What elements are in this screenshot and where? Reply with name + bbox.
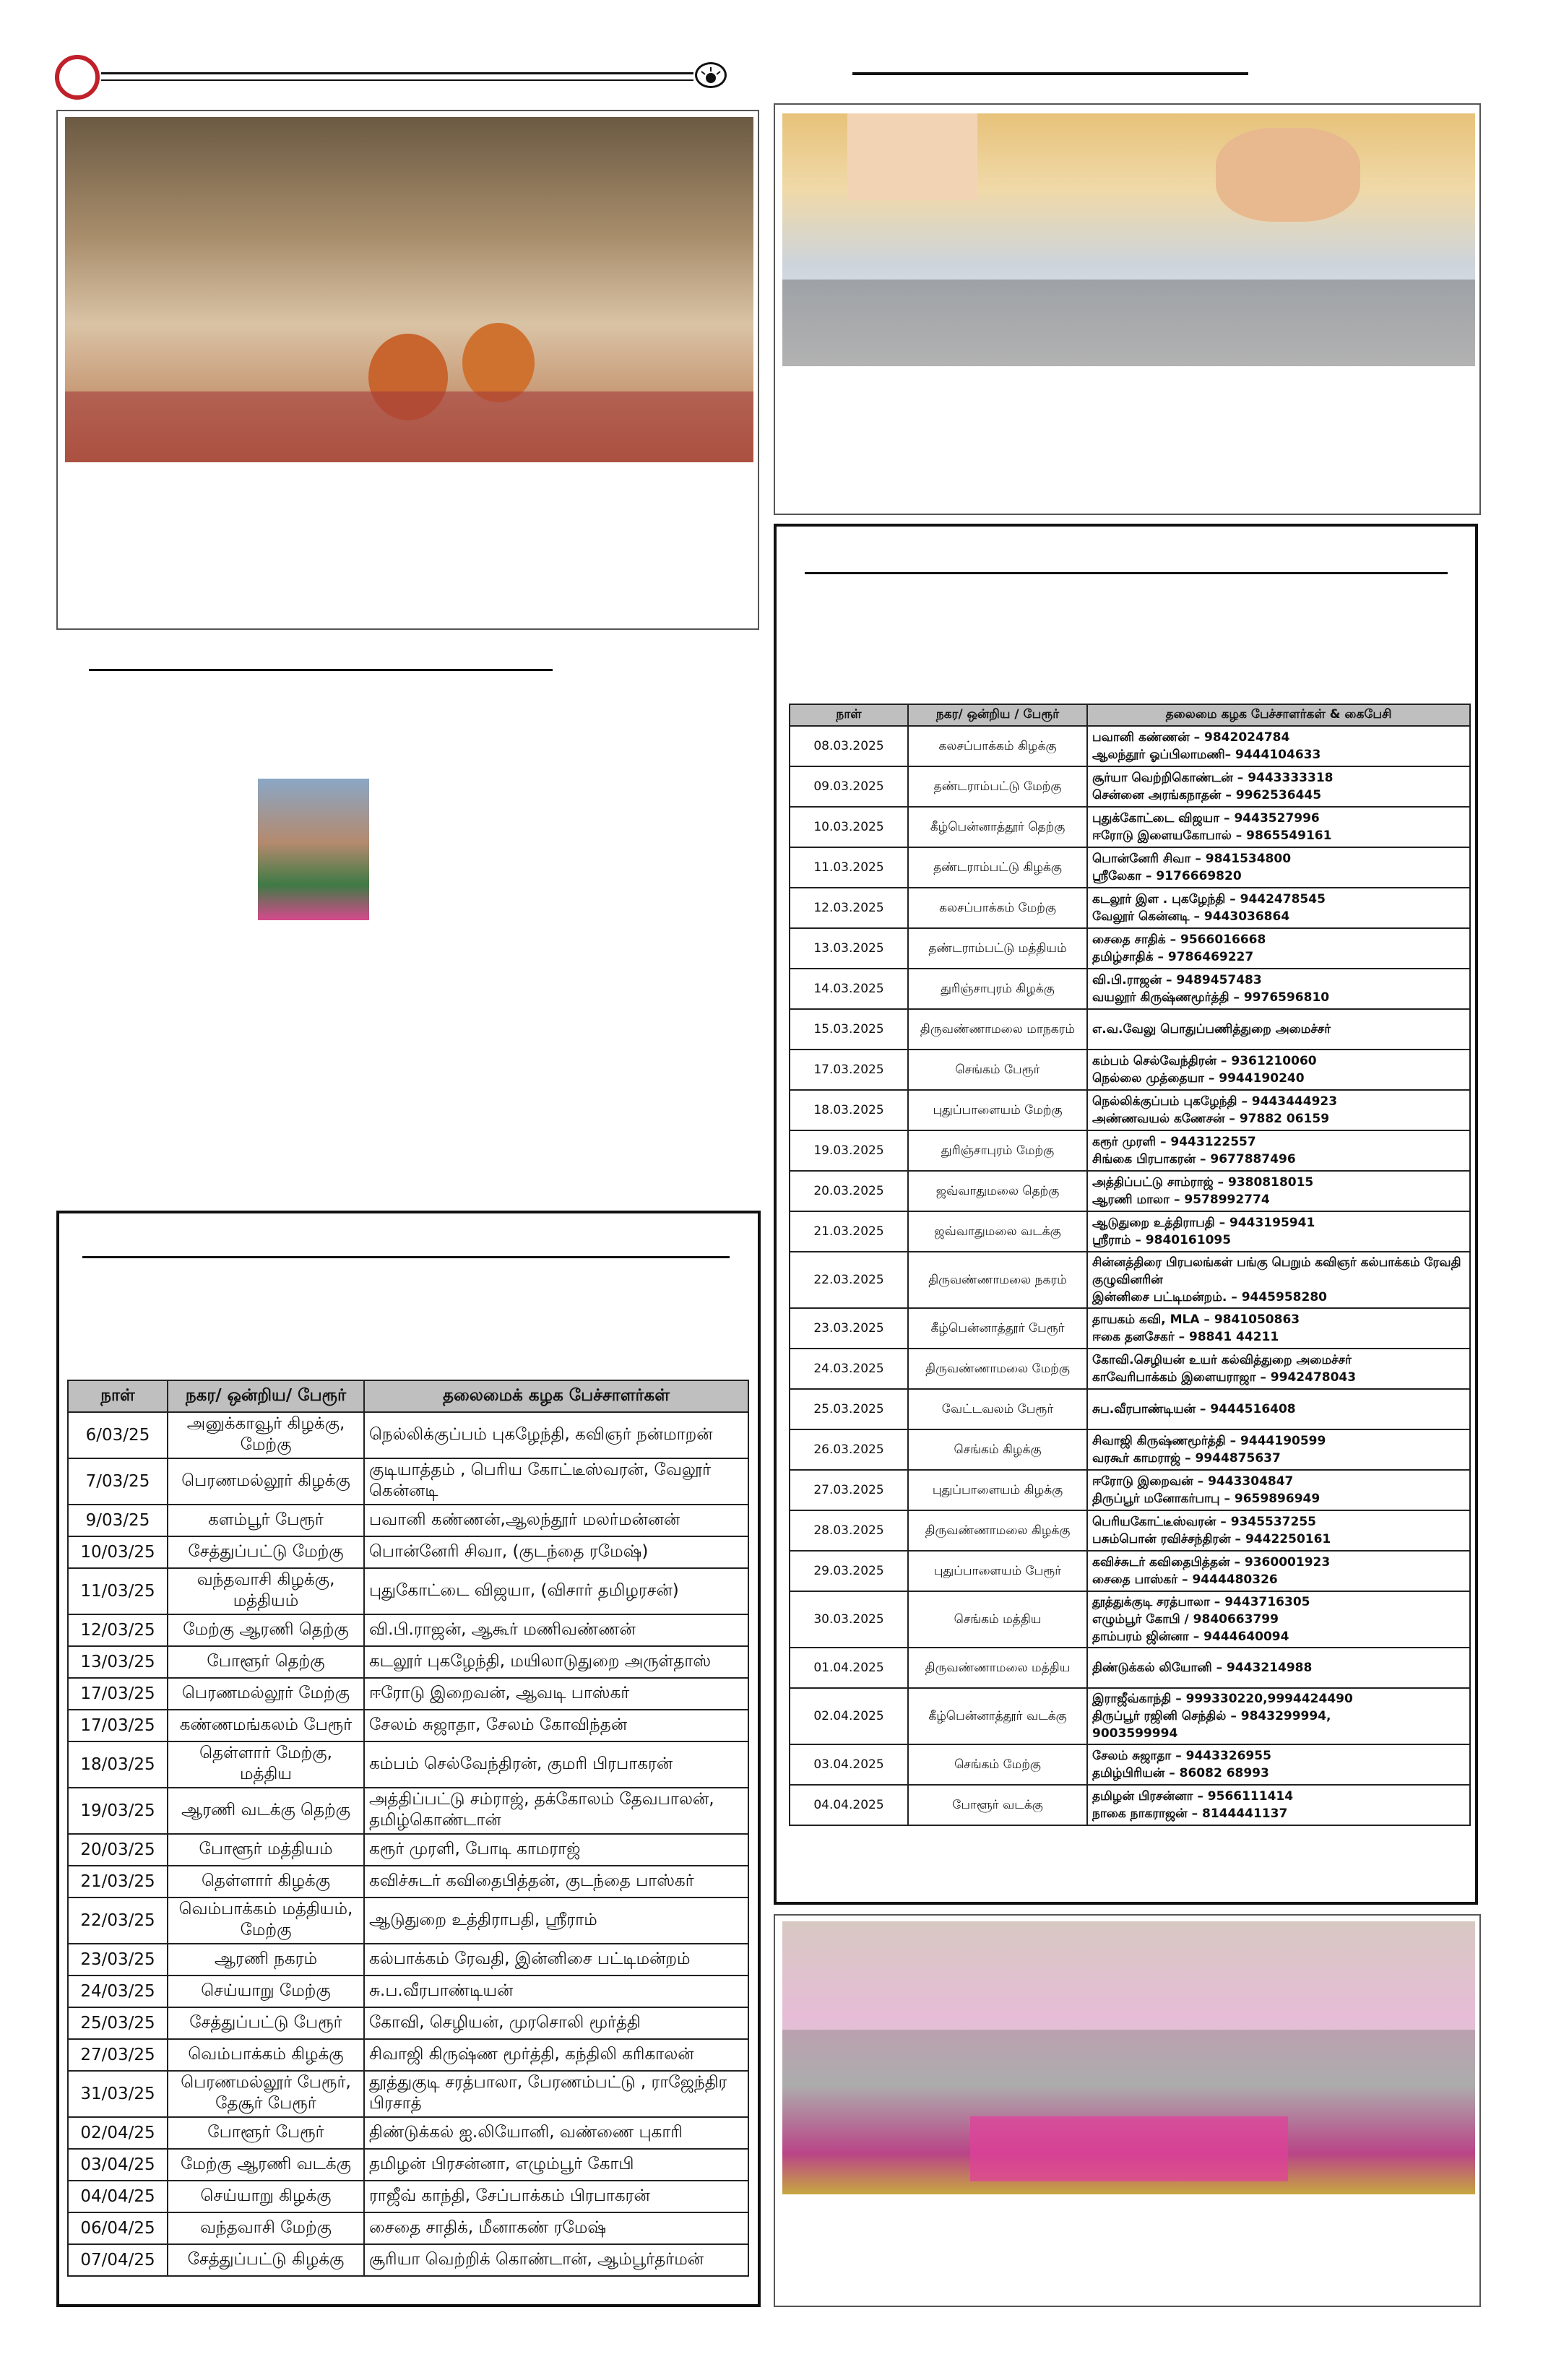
cell-area: வெம்பாக்கம் மத்தியம், மேற்கு	[168, 1897, 364, 1944]
header-area: நகர/ ஒன்றிய/ பேரூர்	[168, 1380, 364, 1412]
cell-speakers: சிவாஜி கிருஷ்ண மூர்த்தி, கந்திலி கரிகாலன்	[364, 2039, 748, 2071]
cell-speakers: தூத்துகுடி சரத்பாலா, பேரணம்பட்டு , ராஜேந்திர பிரசாத்	[364, 2071, 748, 2117]
cell-date: 29.03.2025	[790, 1551, 908, 1591]
cell-date: 17/03/25	[68, 1678, 168, 1710]
masthead-rule	[101, 72, 693, 74]
cell-area: வந்தவாசி கிழக்கு, மத்தியம்	[168, 1568, 364, 1614]
cell-date: 09.03.2025	[790, 766, 908, 807]
cell-area: கீழ்பென்னாத்தூர் பேரூர்	[908, 1308, 1087, 1349]
cell-date: 6/03/25	[68, 1412, 168, 1458]
table-row	[68, 2007, 748, 2039]
cell-date: 26.03.2025	[790, 1429, 908, 1470]
table-row	[68, 2149, 748, 2181]
left-schedule-table	[67, 1380, 749, 2277]
cell-speakers: ஆடுதுறை உத்திராபதி, ஸ்ரீராம்	[364, 1897, 748, 1944]
cell-area: தண்டராம்பட்டு மத்தியம்	[908, 928, 1087, 969]
cell-speakers: சைதை சாதிக் – 9566016668 தமிழ்சாதிக் – 9786469227	[1087, 928, 1470, 969]
cell-date: 22.03.2025	[790, 1252, 908, 1308]
table-row	[790, 1308, 1470, 1349]
cell-date: 9/03/25	[68, 1505, 168, 1536]
table-row	[790, 1050, 1470, 1090]
cell-area: துரிஞ்சாபுரம் மேற்கு	[908, 1130, 1087, 1171]
table-row	[68, 1646, 748, 1678]
cell-date: 13.03.2025	[790, 928, 908, 969]
cell-date: 30.03.2025	[790, 1591, 908, 1648]
cell-area: சேத்துப்பட்டு கிழக்கு	[168, 2244, 364, 2276]
cell-area: பெரணமல்லூர் பேரூர், தேசூர் பேரூர்	[168, 2071, 364, 2117]
cell-date: 31/03/25	[68, 2071, 168, 2117]
cell-area: புதுப்பாளையம் பேரூர்	[908, 1551, 1087, 1591]
cell-date: 25/03/25	[68, 2007, 168, 2039]
cell-area: திருவண்ணாமலை மத்திய	[908, 1648, 1087, 1688]
table-row	[790, 726, 1470, 766]
table-row	[68, 2117, 748, 2149]
cell-date: 04/04/25	[68, 2181, 168, 2212]
cell-date: 20.03.2025	[790, 1171, 908, 1211]
cell-speakers: சூரியா வெற்றிக் கொண்டான், ஆம்பூர்தர்மன்	[364, 2244, 748, 2276]
table-row	[68, 1866, 748, 1897]
cell-date: 03.04.2025	[790, 1744, 908, 1785]
cell-date: 11/03/25	[68, 1568, 168, 1614]
cell-speakers: கோவி.செழியன் உயர் கல்வித்துறை அமைச்சர் காவேரிபாக்கம் இளையராஜா – 9942478043	[1087, 1349, 1470, 1389]
table-row	[790, 766, 1470, 807]
header-area: நகர/ ஒன்றிய / பேரூர்	[908, 704, 1087, 726]
table-row	[68, 2212, 748, 2244]
cell-speakers: கடலூர் இள . புகழேந்தி – 9442478545 வேலூர் கென்னடி – 9443036864	[1087, 888, 1470, 928]
cell-date: 24.03.2025	[790, 1349, 908, 1389]
table-row	[790, 969, 1470, 1009]
cell-date: 12.03.2025	[790, 888, 908, 928]
left-schedule-title-rule	[82, 1256, 730, 1258]
cell-speakers: சுப.வீரபாண்டியன் – 9444516408	[1087, 1389, 1470, 1429]
photo-portrait-woman	[258, 779, 369, 920]
cell-date: 14.03.2025	[790, 969, 908, 1009]
cell-speakers: ஈரோடு இறைவன், ஆவடி பாஸ்கர்	[364, 1678, 748, 1710]
header-speakers: தலைமைக் கழக பேச்சாளர்கள்	[364, 1380, 748, 1412]
cell-area: களம்பூர் பேரூர்	[168, 1505, 364, 1536]
cell-area: கலசப்பாக்கம் கிழக்கு	[908, 726, 1087, 766]
cell-area: கலசப்பாக்கம் மேற்கு	[908, 888, 1087, 928]
cell-speakers: கம்பம் செல்வேந்திரன், குமரி பிரபாகரன்	[364, 1741, 748, 1788]
cell-speakers: கவிச்சுடர் கவிதைபித்தன், குடந்தை பாஸ்கர்	[364, 1866, 748, 1897]
cell-speakers: இராஜீவ்காந்தி – 999330220,9994424490 திருப்பூர் ரஜினி செந்தில் – 9843299994, 9003599994	[1087, 1688, 1470, 1744]
right-schedule-table	[789, 704, 1471, 1826]
cell-date: 7/03/25	[68, 1458, 168, 1505]
table-row	[68, 2071, 748, 2117]
photo-box-award-event	[774, 1914, 1481, 2307]
cell-area: செங்கம் மேற்கு	[908, 1744, 1087, 1785]
cell-date: 27/03/25	[68, 2039, 168, 2071]
cell-date: 20/03/25	[68, 1834, 168, 1866]
cell-area: பெரணமல்லூர் கிழக்கு	[168, 1458, 364, 1505]
cell-area: சேத்துப்பட்டு பேரூர்	[168, 2007, 364, 2039]
cell-speakers: புதுக்கோட்டை விஜயா – 9443527996 ஈரோடு இளையகோபால் – 9865549161	[1087, 807, 1470, 847]
cell-speakers: சைதை சாதிக், மீனாகண் ரமேஷ்	[364, 2212, 748, 2244]
cell-area: தண்டராம்பட்டு மேற்கு	[908, 766, 1087, 807]
cell-area: செங்கம் பேரூர்	[908, 1050, 1087, 1090]
cell-area: அனுக்காவூர் கிழக்கு, மேற்கு	[168, 1412, 364, 1458]
table-row	[68, 1897, 748, 1944]
cell-speakers: கரூர் முரளி, போடி காமராஜ்	[364, 1834, 748, 1866]
table-row	[790, 1648, 1470, 1688]
cell-area: போளூர் வடக்கு	[908, 1785, 1087, 1825]
table-row	[790, 1211, 1470, 1252]
cell-speakers: அத்திப்பட்டு சாம்ராஜ் – 9380818015 ஆரணி மாலா – 9578992774	[1087, 1171, 1470, 1211]
cell-date: 21/03/25	[68, 1866, 168, 1897]
table-row	[68, 1944, 748, 1976]
table-row	[68, 2244, 748, 2276]
cell-date: 22/03/25	[68, 1897, 168, 1944]
cell-date: 25.03.2025	[790, 1389, 908, 1429]
right-schedule-title-rule	[805, 572, 1448, 574]
cell-area: ஆரணி வடக்கு தெற்கு	[168, 1788, 364, 1834]
table-row	[68, 1710, 748, 1741]
table-header-row	[790, 704, 1470, 726]
cell-speakers: நெல்லிக்குப்பம் புகழேந்தி, கவிஞர் நன்மாறன்	[364, 1412, 748, 1458]
cell-speakers: கோவி, செழியன், முரசொலி மூர்த்தி	[364, 2007, 748, 2039]
table-row	[790, 1510, 1470, 1551]
cell-area: போளூர் தெற்கு	[168, 1646, 364, 1678]
table-row	[790, 1785, 1470, 1825]
photo-water-distribution	[65, 117, 753, 462]
cell-date: 06/04/25	[68, 2212, 168, 2244]
cell-area: கீழ்பென்னாத்தூர் வடக்கு	[908, 1688, 1087, 1744]
cell-speakers: ராஜீவ் காந்தி, சேப்பாக்கம் பிரபாகரன்	[364, 2181, 748, 2212]
obituary-rule	[89, 669, 553, 671]
cell-area: கீழ்பென்னாத்தூர் தெற்கு	[908, 807, 1087, 847]
cell-speakers: பவானி கண்ணன் – 9842024784 ஆலந்தூர் ஓப்பிலாமணி– 9444104633	[1087, 726, 1470, 766]
cell-speakers: பொன்னேரி சிவா – 9841534800 ஸ்ரீலேகா – 9176669820	[1087, 847, 1470, 888]
cell-area: துரிஞ்சாபுரம் கிழக்கு	[908, 969, 1087, 1009]
cell-area: மேற்கு ஆரணி தெற்கு	[168, 1614, 364, 1646]
table-row	[68, 1741, 748, 1788]
cell-area: சேத்துப்பட்டு மேற்கு	[168, 1536, 364, 1568]
cell-date: 04.04.2025	[790, 1785, 908, 1825]
header-date: நாள்	[68, 1380, 168, 1412]
cell-speakers: கல்பாக்கம் ரேவதி, இன்னிசை பட்டிமன்றம்	[364, 1944, 748, 1976]
cell-date: 23.03.2025	[790, 1308, 908, 1349]
cell-area: ஜவ்வாதுமலை வடக்கு	[908, 1211, 1087, 1252]
cell-speakers: சிவாஜி கிருஷ்ணமூர்த்தி – 9444190599 வரகூர் காமராஜ் – 9944875637	[1087, 1429, 1470, 1470]
cell-area: புதுப்பாளையம் கிழக்கு	[908, 1470, 1087, 1510]
table-row	[68, 1788, 748, 1834]
table-row	[68, 2039, 748, 2071]
cell-area: தெள்ளார் மேற்கு, மத்திய	[168, 1741, 364, 1788]
table-row	[790, 1349, 1470, 1389]
cell-date: 13/03/25	[68, 1646, 168, 1678]
cell-date: 10/03/25	[68, 1536, 168, 1568]
table-row	[68, 1834, 748, 1866]
cell-speakers: தாயகம் கவி, MLA – 9841050863 ஈகை தனசேகர் – 98841 44211	[1087, 1308, 1470, 1349]
cell-area: செங்கம் கிழக்கு	[908, 1429, 1087, 1470]
table-header-row	[68, 1380, 748, 1412]
cell-area: தெள்ளார் கிழக்கு	[168, 1866, 364, 1897]
cell-speakers: கரூர் முரளி – 9443122557 சிங்கை பிரபாகரன் – 9677887496	[1087, 1130, 1470, 1171]
table-row	[68, 1536, 748, 1568]
cell-date: 01.04.2025	[790, 1648, 908, 1688]
cell-area: திருவண்ணாமலை மாநகரம்	[908, 1009, 1087, 1050]
cell-date: 11.03.2025	[790, 847, 908, 888]
cell-speakers: பெரியகோட்டீஸ்வரன் – 9345537255 பசும்பொன் ரவிச்சந்திரன் – 9442250161	[1087, 1510, 1470, 1551]
cell-area: திருவண்ணாமலை கிழக்கு	[908, 1510, 1087, 1551]
cell-speakers: தூத்துக்குடி சரத்பாலா – 9443716305 எழும்பூர் கோபி / 9840663799 தாம்பரம் ஜின்னா – 9444640094	[1087, 1591, 1470, 1648]
cell-area: தண்டராம்பட்டு கிழக்கு	[908, 847, 1087, 888]
table-row	[790, 888, 1470, 928]
photo-box-water-distribution	[56, 110, 759, 630]
cell-area: செய்யாறு மேற்கு	[168, 1976, 364, 2007]
cell-speakers: புதுகோட்டை விஜயா, (விசார் தமிழரசன்)	[364, 1568, 748, 1614]
cell-date: 19/03/25	[68, 1788, 168, 1834]
cell-speakers: கடலூர் புகழேந்தி, மயிலாடுதுறை அருள்தாஸ்	[364, 1646, 748, 1678]
table-row	[790, 1744, 1470, 1785]
table-row	[68, 1976, 748, 2007]
table-row	[790, 1591, 1470, 1648]
cell-speakers: பவானி கண்ணன்,ஆலந்தூர் மலர்மன்னன்	[364, 1505, 748, 1536]
cell-speakers: குடியாத்தம் , பெரிய கோட்டீஸ்வரன், வேலூர் கென்னடி	[364, 1458, 748, 1505]
cell-speakers: திண்டுக்கல் ஐ.லியோனி, வண்ணை புகாரி	[364, 2117, 748, 2149]
cell-area: புதுப்பாளையம் மேற்கு	[908, 1090, 1087, 1130]
cell-speakers: வி.பி.ராஜன், ஆகூர் மணிவண்ணன்	[364, 1614, 748, 1646]
table-row	[790, 1009, 1470, 1050]
cell-date: 23/03/25	[68, 1944, 168, 1976]
header-speakers: தலைமை கழக பேச்சாளர்கள் & கைபேசி	[1087, 704, 1470, 726]
cell-speakers: கவிச்சுடர் கவிதைபித்தன் – 9360001923 சைதை பாஸ்கர் – 9444480326	[1087, 1551, 1470, 1591]
right-header-rule	[852, 72, 1248, 75]
cell-date: 03/04/25	[68, 2149, 168, 2181]
table-row	[790, 1688, 1470, 1744]
cell-speakers: சேலம் சுஜாதா, சேலம் கோவிந்தன்	[364, 1710, 748, 1741]
table-row	[790, 1470, 1470, 1510]
cell-area: வெம்பாக்கம் கிழக்கு	[168, 2039, 364, 2071]
cell-speakers: சேலம் சுஜாதா – 9443326955 தமிழ்பிரியன் – 86082 68993	[1087, 1744, 1470, 1785]
cell-speakers: தமிழன் பிரசன்னா, எழும்பூர் கோபி	[364, 2149, 748, 2181]
cell-speakers: எ.வ.வேலு பொதுப்பணித்துறை அமைச்சர்	[1087, 1009, 1470, 1050]
cell-date: 18/03/25	[68, 1741, 168, 1788]
cell-area: போளூர் பேரூர்	[168, 2117, 364, 2149]
cell-date: 12/03/25	[68, 1614, 168, 1646]
masthead-rule-2	[101, 79, 693, 81]
cell-date: 17.03.2025	[790, 1050, 908, 1090]
cell-date: 07/04/25	[68, 2244, 168, 2276]
cell-area: பெரணமல்லூர் மேற்கு	[168, 1678, 364, 1710]
photo-meeting-stage	[782, 113, 1475, 366]
cell-date: 18.03.2025	[790, 1090, 908, 1130]
masthead-circle-icon	[55, 55, 100, 100]
cell-date: 24/03/25	[68, 1976, 168, 2007]
cell-date: 02.04.2025	[790, 1688, 908, 1744]
cell-area: ஜவ்வாதுமலை தெற்கு	[908, 1171, 1087, 1211]
cell-speakers: பொன்னேரி சிவா, (குடந்தை ரமேஷ்)	[364, 1536, 748, 1568]
cell-date: 21.03.2025	[790, 1211, 908, 1252]
table-row	[790, 1130, 1470, 1171]
cell-area: செய்யாறு கிழக்கு	[168, 2181, 364, 2212]
table-row	[790, 1389, 1470, 1429]
cell-date: 02/04/25	[68, 2117, 168, 2149]
cell-date: 17/03/25	[68, 1710, 168, 1741]
table-row	[68, 1568, 748, 1614]
cell-speakers: நெல்லிக்குப்பம் புகழேந்தி – 9443444923 அண்ணவயல் கணேசன் – 97882 06159	[1087, 1090, 1470, 1130]
table-row	[790, 928, 1470, 969]
cell-speakers: வி.பி.ராஜன் – 9489457483 வயலூர் கிருஷ்ணமூர்த்தி – 9976596810	[1087, 969, 1470, 1009]
cell-date: 15.03.2025	[790, 1009, 908, 1050]
cell-speakers: சு.ப.வீரபாண்டியன்	[364, 1976, 748, 2007]
cell-date: 08.03.2025	[790, 726, 908, 766]
cell-date: 27.03.2025	[790, 1470, 908, 1510]
cell-speakers: தமிழன் பிரசன்னா – 9566111414 நாகை நாகராஜன் – 8144441137	[1087, 1785, 1470, 1825]
table-row	[790, 1090, 1470, 1130]
photo-award-event	[782, 1921, 1475, 2194]
table-row	[790, 1551, 1470, 1591]
cell-area: வந்தவாசி மேற்கு	[168, 2212, 364, 2244]
cell-area: வேட்டவலம் பேரூர்	[908, 1389, 1087, 1429]
cell-date: 19.03.2025	[790, 1130, 908, 1171]
cell-area: திருவண்ணாமலை மேற்கு	[908, 1349, 1087, 1389]
cell-speakers: ஆடுதுறை உத்திராபதி – 9443195941 ஸ்ரீராம் – 9840161095	[1087, 1211, 1470, 1252]
table-row	[68, 1614, 748, 1646]
table-row	[790, 847, 1470, 888]
cell-speakers: ஈரோடு இறைவன் – 9443304847 திருப்பூர் மனோகர்பாபு – 9659896949	[1087, 1470, 1470, 1510]
rising-sun-logo-icon	[695, 62, 727, 88]
cell-date: 28.03.2025	[790, 1510, 908, 1551]
table-row	[790, 807, 1470, 847]
table-row	[790, 1429, 1470, 1470]
cell-date: 10.03.2025	[790, 807, 908, 847]
cell-area: போளூர் மத்தியம்	[168, 1834, 364, 1866]
cell-area: கண்ணமங்கலம் பேரூர்	[168, 1710, 364, 1741]
cell-area: செங்கம் மத்திய	[908, 1591, 1087, 1648]
table-row	[790, 1252, 1470, 1308]
cell-area: திருவண்ணாமலை நகரம்	[908, 1252, 1087, 1308]
cell-speakers: சூர்யா வெற்றிகொண்டன் – 9443333318 சென்னை அரங்கநாதன் – 9962536445	[1087, 766, 1470, 807]
cell-speakers: சின்னத்திரை பிரபலங்கள் பங்கு பெறும் கவிஞர் கல்பாக்கம் ரேவதி குழுவினரின் இன்னிசை பட்டிமன்றம். – 9445958280	[1087, 1252, 1470, 1308]
table-row	[68, 1412, 748, 1458]
cell-speakers: அத்திப்பட்டு சம்ராஜ், தக்கோலம் தேவபாலன், தமிழ்கொண்டான்	[364, 1788, 748, 1834]
table-row	[68, 1458, 748, 1505]
cell-area: ஆரணி நகரம்	[168, 1944, 364, 1976]
table-row	[68, 2181, 748, 2212]
cell-speakers: திண்டுக்கல் லியோனி – 9443214988	[1087, 1648, 1470, 1688]
table-row	[68, 1678, 748, 1710]
cell-speakers: கம்பம் செல்வேந்திரன் – 9361210060 நெல்லை முத்தையா – 9944190240	[1087, 1050, 1470, 1090]
table-row	[790, 1171, 1470, 1211]
header-date: நாள்	[790, 704, 908, 726]
photo-box-meeting-stage	[774, 103, 1481, 515]
table-row	[68, 1505, 748, 1536]
cell-area: மேற்கு ஆரணி வடக்கு	[168, 2149, 364, 2181]
